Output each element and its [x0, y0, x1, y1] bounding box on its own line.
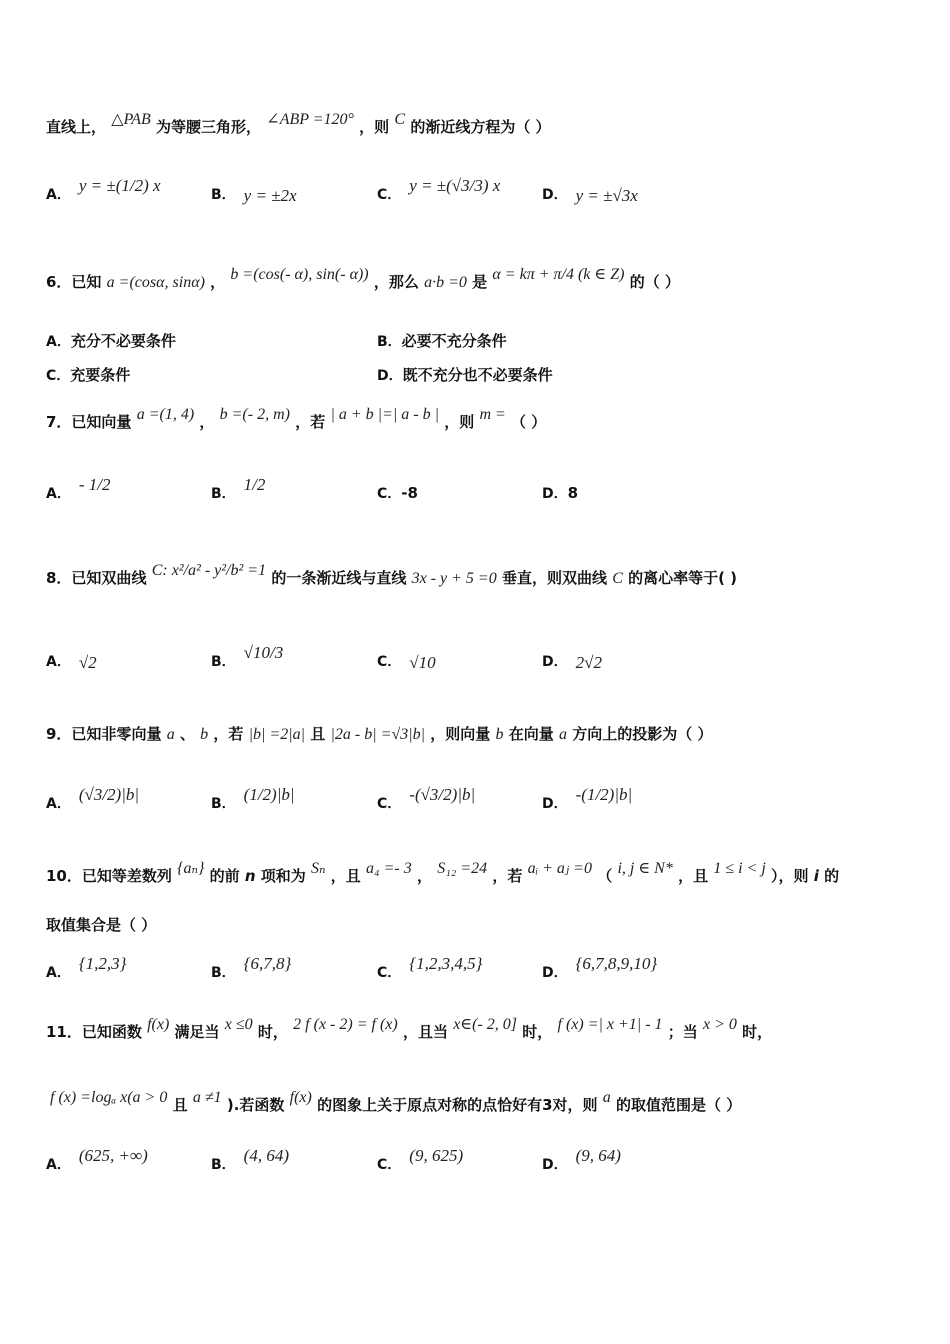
- option-label: C．: [377, 486, 402, 502]
- option-value: y = ±√3x: [575, 186, 638, 205]
- q11-interval-math: x∈(- 2, 0]: [453, 1016, 518, 1033]
- q9-stem: [46, 723, 712, 744]
- q11-text: 时，: [522, 1023, 553, 1041]
- q10-option-c[interactable]: [377, 954, 483, 982]
- option-label: D．: [542, 187, 568, 203]
- option-label: C．: [46, 368, 71, 384]
- q8-option-c[interactable]: [377, 651, 436, 671]
- q11-text: 11．已知函数: [46, 1023, 142, 1041]
- q9-text: ，则向量: [430, 725, 491, 743]
- q6-stem: [46, 266, 680, 292]
- q5-angle-math: ∠ABP =120°: [266, 111, 354, 128]
- q11-stem: [46, 1016, 773, 1042]
- q7-text: 7．已知向量: [46, 413, 132, 431]
- option-value: √2: [78, 653, 97, 672]
- q7-condition-math: | a + b |=| a - b |: [330, 406, 439, 423]
- q7-text: ，若: [295, 413, 326, 431]
- q7-m-math: m =: [479, 406, 506, 423]
- q5-option-a[interactable]: [46, 176, 161, 204]
- option-label: D．: [542, 654, 568, 670]
- q10-domain-math: i, j ∈ N*: [617, 860, 673, 877]
- q6-text: ，: [210, 273, 226, 291]
- q8-stem: [46, 562, 738, 588]
- q6-dot-math: a·b =0: [424, 274, 467, 291]
- q8-text: 垂直，则双曲线: [501, 569, 607, 587]
- q11-xle0-math: x ≤0: [224, 1016, 253, 1033]
- q8-line-math: 3x - y + 5 =0: [411, 570, 497, 587]
- q10-stem: [46, 860, 840, 886]
- q6-text: ，那么: [373, 273, 419, 291]
- q8-curve-math: C: [612, 570, 623, 587]
- q11-log-math: f (x) =logₐ x(a > 0: [50, 1089, 168, 1106]
- q7-option-a[interactable]: [46, 475, 111, 503]
- q11-abs-math: f (x) =| x +1| - 1: [557, 1016, 663, 1033]
- option-value: -(1/2)|b|: [575, 785, 633, 804]
- option-label: B．: [211, 187, 236, 203]
- option-value: (9, 64): [575, 1146, 621, 1165]
- q11-ane1-math: a ≠1: [192, 1089, 222, 1106]
- q7-option-d[interactable]: [542, 483, 578, 503]
- q9-cond2-math: |2a - b| =√3|b|: [330, 726, 426, 743]
- q9-b-math: b: [495, 726, 504, 743]
- option-value: - 1/2: [78, 475, 111, 494]
- q5-triangle-math: △PAB: [111, 111, 151, 128]
- option-label: A．: [46, 965, 71, 981]
- q11-text: ，且当: [402, 1023, 448, 1041]
- option-label: B．: [211, 1157, 236, 1173]
- option-value: 2√2: [575, 653, 602, 672]
- option-label: C．: [377, 654, 402, 670]
- q9-option-b[interactable]: [211, 785, 295, 813]
- option-label: A．: [46, 486, 71, 502]
- option-label: B．: [211, 796, 236, 812]
- q6-alpha-math: α = kπ + π/4 (k ∈ Z): [492, 266, 625, 283]
- q11-option-d[interactable]: [542, 1146, 621, 1174]
- option-label: A．: [46, 1157, 71, 1173]
- option-value: {1,2,3,4,5}: [409, 954, 483, 973]
- q8-option-b[interactable]: [211, 643, 284, 671]
- option-value: √10: [409, 653, 436, 672]
- q9-text: ，若: [213, 725, 244, 743]
- option-label: D．: [542, 1157, 568, 1173]
- q8-text: 的离心率等于( ): [628, 569, 738, 587]
- q6-vector-b-math: b =(cos(- α), sin(- α)): [230, 266, 369, 283]
- q6-option-b[interactable]: [377, 330, 507, 351]
- q7-text: ，: [199, 413, 215, 431]
- option-value: 1/2: [243, 475, 266, 494]
- q6-text: 的（ ）: [629, 273, 680, 291]
- q7-vector-a-math: a =(1, 4): [136, 406, 195, 423]
- option-value: {6,7,8,9,10}: [575, 954, 658, 973]
- q11-stem-line2: [50, 1089, 742, 1115]
- q10-text: ，且: [330, 867, 361, 885]
- q7-text: （ ）: [511, 413, 547, 431]
- q11-text: 的图象上关于原点对称的点恰好有3对，则: [317, 1096, 598, 1114]
- q6-option-c[interactable]: [46, 364, 130, 385]
- q10-n-var: n: [244, 867, 256, 885]
- option-text: 8: [567, 484, 579, 502]
- q7-stem: [46, 406, 547, 432]
- q5-curve-math: C: [394, 111, 406, 128]
- option-value: y = ±2x: [243, 186, 297, 205]
- option-value: (1/2)|b|: [243, 785, 295, 804]
- q8-option-d[interactable]: [542, 651, 602, 671]
- option-value: (625, +∞): [78, 1146, 148, 1165]
- q9-option-a[interactable]: [46, 785, 140, 813]
- q5-text: 为等腰三角形，: [156, 118, 262, 136]
- option-value: (√3/2)|b|: [78, 785, 140, 804]
- q11-option-a[interactable]: [46, 1146, 148, 1174]
- q11-option-b[interactable]: [211, 1146, 289, 1174]
- q9-text: 且: [310, 725, 326, 743]
- option-label: A．: [46, 654, 71, 670]
- q10-s12-math: S₁₂ =24: [437, 860, 488, 877]
- q10-text: 的: [824, 867, 840, 885]
- q8-text: 8．已知双曲线: [46, 569, 147, 587]
- option-value: (9, 625): [409, 1146, 464, 1165]
- q8-text: 的一条渐近线与直线: [271, 569, 407, 587]
- q9-a-math: a: [166, 726, 175, 743]
- q9-text: 、: [179, 725, 195, 743]
- option-text: 充要条件: [70, 366, 131, 384]
- q10-option-d[interactable]: [542, 954, 658, 982]
- q9-option-c[interactable]: [377, 785, 476, 813]
- q9-b-math: b: [200, 726, 209, 743]
- option-label: D．: [377, 368, 403, 384]
- q11-xgt0-math: x > 0: [703, 1016, 737, 1033]
- q5-option-c[interactable]: [377, 176, 501, 204]
- option-text: -8: [401, 484, 418, 502]
- q6-vector-a-math: a =(cosα, sinα): [106, 274, 205, 291]
- q6-option-d[interactable]: [377, 364, 553, 385]
- q11-f-math: f(x): [147, 1016, 170, 1033]
- q6-text: 是: [472, 273, 488, 291]
- option-text: 必要不充分条件: [401, 332, 507, 350]
- option-value: {1,2,3}: [78, 954, 127, 973]
- option-value: {6,7,8}: [243, 954, 292, 973]
- q10-text: ，: [416, 867, 432, 885]
- option-label: B．: [211, 654, 236, 670]
- q10-text: 项和为: [260, 867, 306, 885]
- q7-option-c[interactable]: [377, 483, 418, 503]
- q10-text: ，且: [678, 867, 709, 885]
- q10-text: ，若: [492, 867, 523, 885]
- option-value: y = ±(√3/3) x: [409, 176, 501, 195]
- q10-text: ），则: [771, 867, 809, 885]
- q9-a-math: a: [559, 726, 567, 743]
- q5-option-b[interactable]: [211, 184, 297, 204]
- q5-stem: [46, 111, 551, 137]
- option-text: 既不充分也不必要条件: [402, 366, 553, 384]
- q10-cond-math: aᵢ + aⱼ =0: [527, 860, 592, 877]
- q7-vector-b-math: b =(- 2, m): [219, 406, 290, 423]
- q6-text: 6．已知: [46, 273, 102, 291]
- option-label: C．: [377, 796, 402, 812]
- q10-a4-math: a₄ =- 3: [366, 860, 412, 877]
- q11-option-c[interactable]: [377, 1146, 464, 1174]
- q10-text: 10．已知等差数列: [46, 867, 172, 885]
- q10-option-a[interactable]: [46, 954, 127, 982]
- option-label: C．: [377, 187, 402, 203]
- q11-text: 时，: [742, 1023, 773, 1041]
- q10-stem-line2: [46, 914, 156, 935]
- q10-text: 取值集合是（ ）: [46, 916, 157, 934]
- option-label: A．: [46, 796, 71, 812]
- q11-text: 满足当: [174, 1023, 220, 1041]
- option-label: B．: [377, 334, 402, 350]
- option-label: D．: [542, 486, 568, 502]
- q10-ineq-math: 1 ≤ i < j: [713, 860, 766, 877]
- q10-seq-math: {aₙ}: [177, 860, 205, 877]
- option-value: √10/3: [243, 643, 284, 662]
- q11-text: 时，: [257, 1023, 288, 1041]
- option-label: B．: [211, 965, 236, 981]
- q7-text: ，则: [444, 413, 475, 431]
- q11-text: ).若函数: [226, 1096, 285, 1114]
- option-value: -(√3/2)|b|: [409, 785, 476, 804]
- q11-f-math: f(x): [289, 1089, 312, 1106]
- option-label: A．: [46, 334, 71, 350]
- q11-func-eq-math: 2 f (x - 2) = f (x): [293, 1016, 398, 1033]
- q10-text: （: [597, 867, 613, 885]
- q11-text: 的取值范围是（ ）: [616, 1096, 742, 1114]
- q10-text: 的前: [209, 867, 240, 885]
- q10-option-b[interactable]: [211, 954, 292, 982]
- q11-text: 且: [172, 1096, 188, 1114]
- q11-a-math: a: [602, 1089, 611, 1106]
- q6-option-a[interactable]: [46, 330, 176, 351]
- q11-text: ；当: [667, 1023, 698, 1041]
- q5-text: ，则: [359, 118, 390, 136]
- option-label: A．: [46, 187, 71, 203]
- option-text: 充分不必要条件: [70, 332, 176, 350]
- q8-option-a[interactable]: [46, 651, 97, 671]
- option-label: C．: [377, 965, 402, 981]
- option-label: D．: [542, 965, 568, 981]
- option-value: y = ±(1/2) x: [78, 176, 161, 195]
- q9-text: 9．已知非零向量: [46, 725, 162, 743]
- q7-option-b[interactable]: [211, 475, 266, 503]
- q9-text: 在向量: [508, 725, 554, 743]
- q9-option-d[interactable]: [542, 785, 633, 813]
- q9-text: 方向上的投影为（ ）: [572, 725, 713, 743]
- q5-text: 直线上，: [46, 118, 107, 136]
- q10-sum-math: Sₙ: [311, 860, 326, 877]
- q9-cond1-math: |b| =2|a|: [248, 726, 306, 743]
- option-label: D．: [542, 796, 568, 812]
- option-value: (4, 64): [243, 1146, 289, 1165]
- q8-hyperbola-math: C: x²/a² - y²/b² =1: [151, 562, 267, 579]
- q10-i-var: i: [813, 867, 819, 885]
- q5-option-d[interactable]: [542, 184, 638, 204]
- option-label: C．: [377, 1157, 402, 1173]
- option-label: B．: [211, 486, 236, 502]
- q5-text: 的渐近线方程为（ ）: [410, 118, 551, 136]
